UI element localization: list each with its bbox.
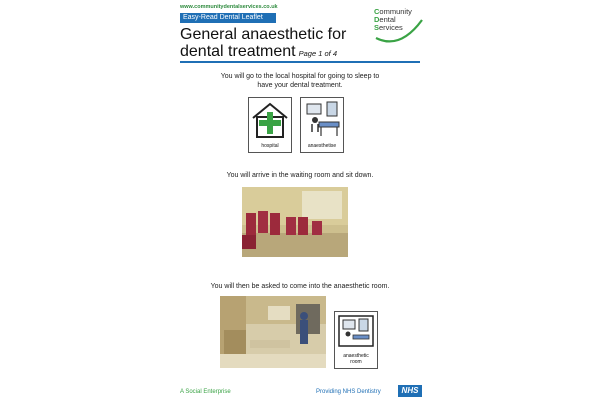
social-enterprise-label: A Social Enterprise bbox=[180, 389, 231, 395]
section-3-text: You will then be asked to come into the anaesthetic room. bbox=[210, 283, 390, 290]
community-dental-logo bbox=[370, 6, 426, 42]
page-number: Page 1 of 4 bbox=[298, 49, 337, 58]
website-url[interactable]: www.communitydentalservices.co.uk bbox=[180, 4, 278, 10]
waiting-room-photo bbox=[242, 187, 348, 257]
logo-text: Community Dental Services bbox=[374, 7, 412, 33]
anaesthetic-room-symbol bbox=[334, 311, 378, 369]
anaesthetise-icon bbox=[301, 98, 343, 140]
header-divider bbox=[180, 61, 420, 63]
section-1-text: You will go to the local hospital for going to sleep to have your dental treatment. bbox=[220, 73, 380, 89]
anaesthetic-caption-line-1: anaesthetic bbox=[343, 353, 369, 359]
title-line-2: dental treatment bbox=[180, 43, 296, 60]
hospital-symbol: hospital bbox=[248, 97, 292, 153]
anaesthetise-symbol: anaesthetise bbox=[300, 97, 344, 153]
page-title bbox=[180, 26, 360, 62]
nhs-logo: NHS bbox=[398, 385, 422, 397]
leaflet-page bbox=[178, 0, 422, 400]
leaflet-tag: Easy-Read Dental Leaflet bbox=[180, 13, 276, 23]
anaesthetic-caption-line-2: room bbox=[350, 359, 362, 365]
nhs-dentistry-label: Providing NHS Dentistry bbox=[316, 389, 381, 395]
anaesthetic-room-photo bbox=[220, 296, 326, 368]
anaesthetic-room-icon bbox=[335, 312, 377, 352]
section-2-text: You will arrive in the waiting room and sit down. bbox=[226, 172, 374, 179]
hospital-icon bbox=[249, 98, 291, 140]
title-line-1: General anaesthetic for bbox=[180, 26, 347, 43]
